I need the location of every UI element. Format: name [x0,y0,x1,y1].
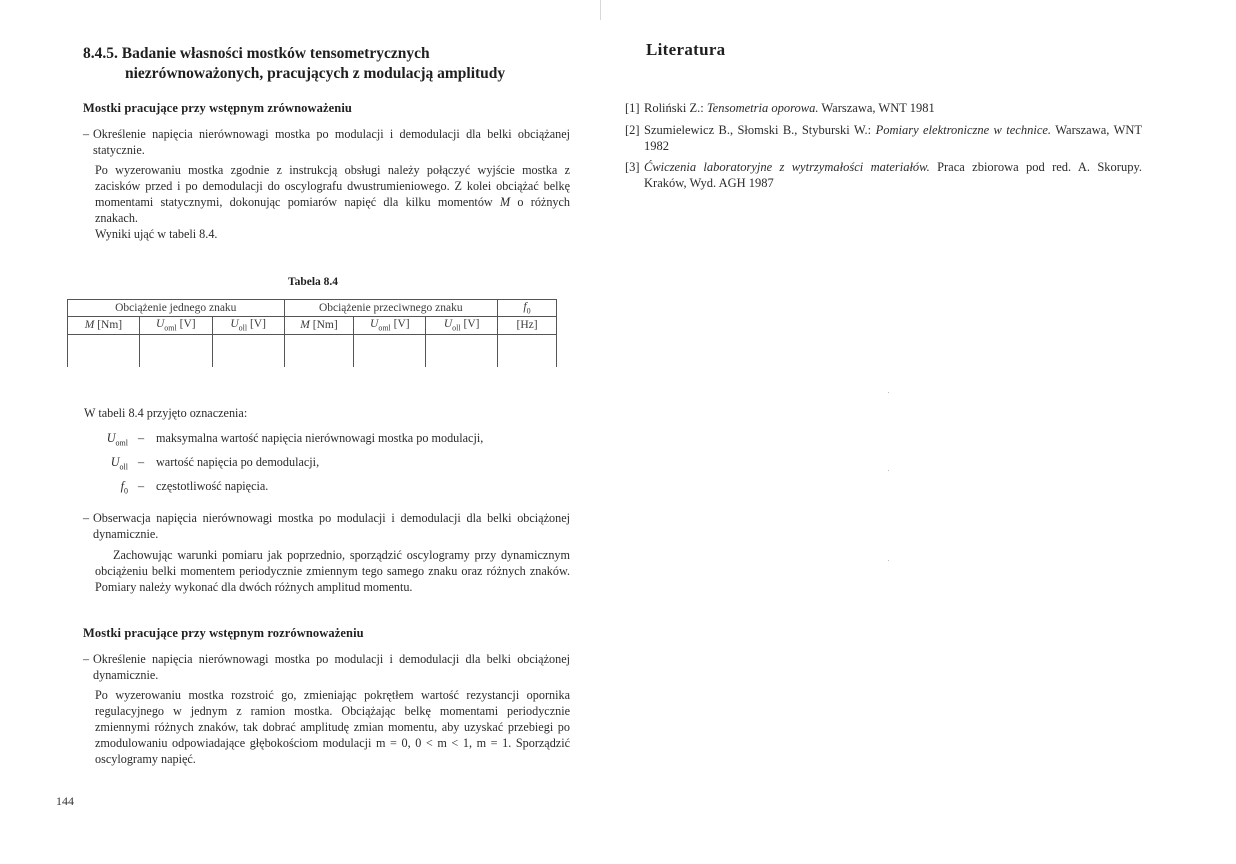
subheading-preunbalanced: Mostki pracujące przy wstępnym rozrównoważeniu [83,626,364,640]
reference-title: Ćwiczenia laboratoryjne z wytrzymałości materiałów. [644,160,930,174]
reference-item [625,159,1142,191]
reference-body [625,159,1142,191]
legend-dash: – [138,479,145,493]
reference-title: Tensometria oporowa. [706,101,819,115]
item-dash: – [83,511,90,525]
reference-number: [3] [625,160,640,174]
reference-authors: Szumielewicz B., Słomski B., Styburski W.: [644,123,872,137]
header-uoll: $U_{oll}$ [V] [212,317,284,334]
header-hz: [Hz] [498,317,557,334]
reference-publisher: Warszawa, WNT 1981 [821,101,935,115]
section-title-line2: niezrównoważonych, pracujących z modulacją amplitudy [125,65,506,82]
scan-speck [888,560,889,561]
item-text: Obserwacja napięcia nierównowagi mostka po modulacji i demodulacji dla belki obciążonej dynamicznie. [93,511,570,541]
paragraph-detuning: Po wyzerowaniu mostka rozstroić go, zmieniając pokrętłem wartość rezystancji opornika regulacyjnego w jednym z ramion mostka. Obciążając belkę momentami periodycznie zmiennymi różnych znaków, tak dobrać amplitudę zmian momentu, aby uzyskać przebiegi po zmodulowaniu odpowiadające głębokościom modulacji m = 0, 0 < m < 1, m = 1. Sporządzić oscylogramy napięć. [95,688,570,766]
section-title [83,44,505,84]
item-dash: – [83,652,90,666]
header-uoml: $U_{oml}$ [V] [354,317,426,334]
legend-text: maksymalna wartość napięcia nierównowagi mostka po modulacji, [156,431,484,445]
reference-body [625,100,1142,116]
reference-authors: Roliński Z.: [644,101,704,115]
literature-title: Literatura [646,40,726,59]
subheading-prebalanced: Mostki pracujące przy wstępnym zrównoważeniu [83,101,352,115]
paragraph-oscillograms: Zachowując warunki pomiaru jak poprzednio, sporządzić oscylogramy przy dynamicznym obciążeniu belki momentem periodycznie zmiennym tego samego znaku oraz różnych znaków. Pomiary należy wykonać dla dwóch różnych amplitud momentu. [95,548,570,594]
header-moment: M [Nm] [284,317,354,334]
scan-speck [888,470,889,471]
col-f0: $f_0$ [498,300,557,317]
item-static-load [83,126,570,158]
item-dash: – [83,127,90,141]
section-title-line1: 8.4.5. Badanie własności mostków tensometrycznych [83,45,430,62]
reference-body [625,122,1142,154]
item-text: Określenie napięcia nierównowagi mostka po modulacji i demodulacji dla belki obciążonej dynamicznie. [93,652,570,682]
reference-item [625,122,1142,154]
table-header-row [68,317,557,334]
table-group-row [68,300,557,317]
reference-item [625,100,1142,116]
paragraph-results-text: Wyniki ująć w tabeli 8.4. [95,227,218,241]
header-uoll: $U_{oll}$ [V] [426,317,498,334]
reference-title: Pomiary elektroniczne w technice. [875,123,1052,137]
group-same-sign: Obciążenie jednego znaku [68,300,285,317]
header-moment: M [Nm] [68,317,140,334]
legend-symbol: $U_{oml}$ [106,431,128,448]
legend-dash: – [138,431,145,445]
table-caption: Tabela 8.4 [288,276,339,288]
table-row [68,334,557,367]
paragraph-zeroing [95,162,570,242]
paragraph-zeroing-tail: o różnych znakach. [95,195,571,225]
reference-publisher: Warszawa, WNT 1982 [644,123,1143,153]
reference-number: [1] [625,101,640,115]
item-dynamic-load [83,651,570,683]
legend-text: wartość napięcia po demodulacji, [156,455,320,469]
page-number: 144 [56,794,74,808]
scan-speck [888,392,889,393]
item-text: Określenie napięcia nierównowagi mostka po modulacji i demodulacji dla belki obciążanej statycznie. [93,127,570,157]
header-uoml: $U_{oml}$ [V] [139,317,212,334]
moment-symbol: M [499,195,511,209]
right-page [618,0,1236,864]
group-opposite-sign: Obciążenie przeciwnego znaku [284,300,498,317]
reference-publisher: Praca zbiorowa pod red. A. Skorupy. Kraków, Wyd. AGH 1987 [644,160,1143,190]
reference-number: [2] [625,123,640,137]
paragraph-zeroing-text: Po wyzerowaniu mostka zgodnie z instrukcją obsługi należy połączyć wyjście mostka z zacisków przed i po demodulacji do oscylografu dwustrumieniowego. Z kolei obciążać belkę momentami statycznymi, dokonując pomiarów napięć dla kilku momentów [95,163,570,209]
legend-symbol: $U_{oll}$ [110,455,128,472]
table-8-4 [67,299,557,367]
legend-dash: – [138,455,145,469]
item-dynamic-observation [83,510,570,542]
legend-intro: W tabeli 8.4 przyjęto oznaczenia: [84,406,248,420]
page-fold [600,0,601,20]
legend-text: częstotliwość napięcia. [156,479,269,493]
legend-symbol: $f_0$ [120,479,128,496]
